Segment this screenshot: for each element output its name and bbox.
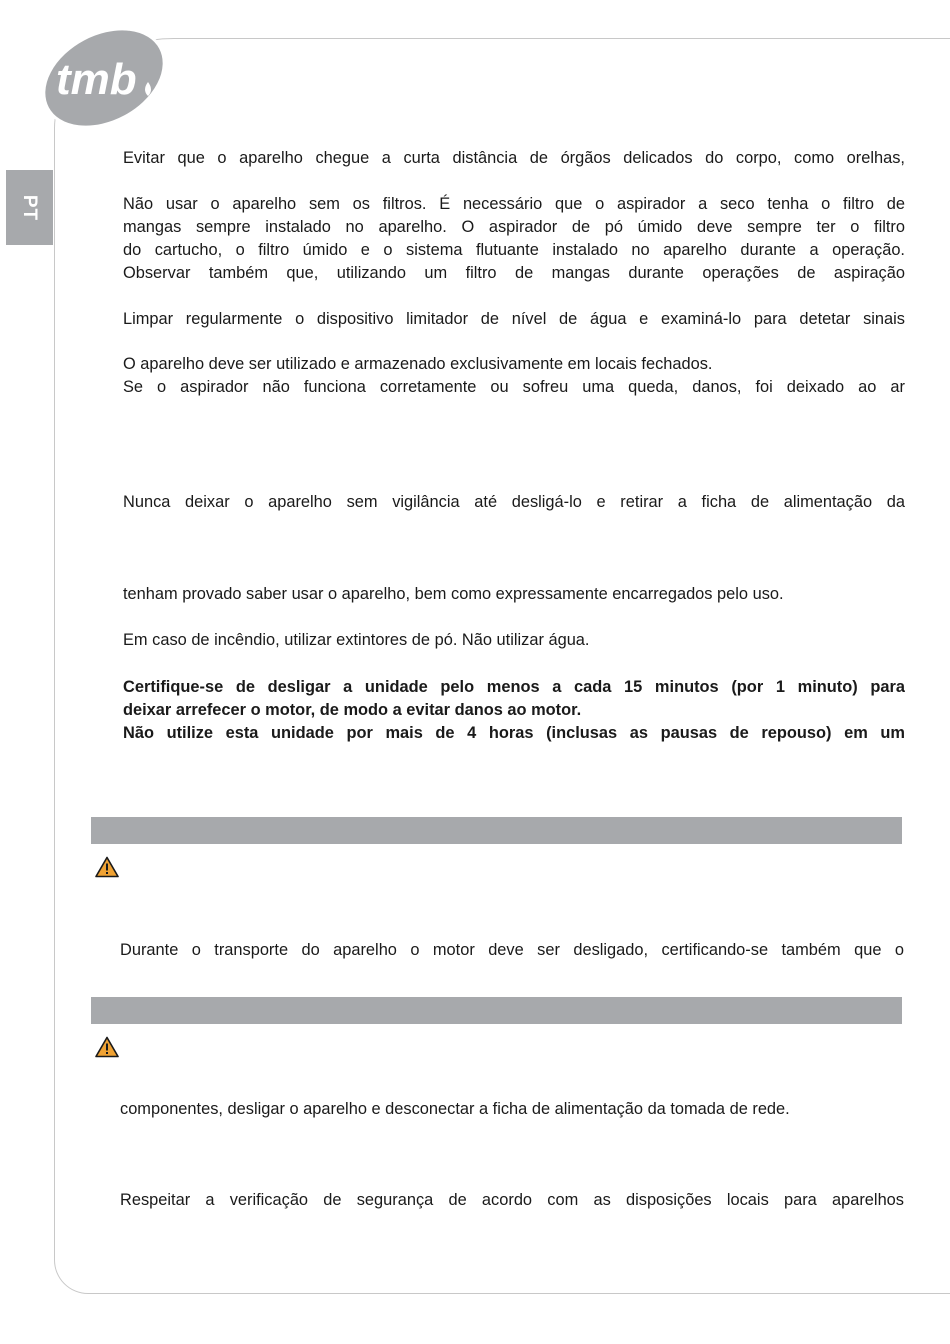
svg-text:tmb: tmb: [56, 55, 137, 104]
text-line: Durante o transporte do aparelho o motor deve ser desligado, certificando-se também que o: [120, 941, 904, 959]
bold-warning-line: deixar arrefecer o motor, de modo a evitar danos ao motor.: [123, 701, 582, 719]
warning-triangle-icon: [95, 856, 119, 878]
warning-triangle-icon: [95, 1036, 119, 1058]
text-line: Em caso de incêndio, utilizar extintores de pó. Não utilizar água.: [123, 631, 590, 649]
text-line: Observar também que, utilizando um filtro de mangas durante operações de aspiração: [123, 264, 905, 282]
text-line: do cartucho, o filtro úmido e o sistema flutuante instalado no aparelho durante a operação.: [123, 241, 905, 259]
bold-warning-line: Certifique-se de desligar a unidade pelo menos a cada 15 minutos (por 1 minuto) para: [123, 678, 905, 696]
text-line: Limpar regularmente o dispositivo limitador de nível de água e examiná-lo para detetar sinais: [123, 310, 905, 328]
section-header-bar: [91, 817, 902, 844]
bold-warning-line: Não utilize esta unidade por mais de 4 horas (inclusas as pausas de repouso) em um: [123, 724, 905, 742]
text-line: mangas sempre instalado no aparelho. O aspirador de pó úmido deve sempre ter o filtro: [123, 218, 905, 236]
text-line: Nunca deixar o aparelho sem vigilância até desligá-lo e retirar a ficha de alimentação da: [123, 493, 905, 511]
text-line: tenham provado saber usar o aparelho, bem como expressamente encarregados pelo uso.: [123, 585, 784, 603]
text-line: Evitar que o aparelho chegue a curta distância de órgãos delicados do corpo, como orelhas,: [123, 149, 905, 167]
tmb-logo: [36, 20, 176, 130]
text-line: Se o aspirador não funciona corretamente ou sofreu uma queda, danos, foi deixado ao ar: [123, 378, 905, 396]
section-header-bar: [91, 997, 902, 1024]
language-tab-label: PT: [19, 194, 41, 221]
language-tab: [6, 170, 53, 245]
text-line: Respeitar a verificação de segurança de acordo com as disposições locais para aparelhos: [120, 1191, 904, 1209]
text-line: O aparelho deve ser utilizado e armazenado exclusivamente em locais fechados.: [123, 355, 713, 373]
text-line: componentes, desligar o aparelho e desconectar a ficha de alimentação da tomada de rede.: [120, 1100, 790, 1118]
text-line: Não usar o aparelho sem os filtros. É necessário que o aspirador a seco tenha o filtro de: [123, 195, 905, 213]
